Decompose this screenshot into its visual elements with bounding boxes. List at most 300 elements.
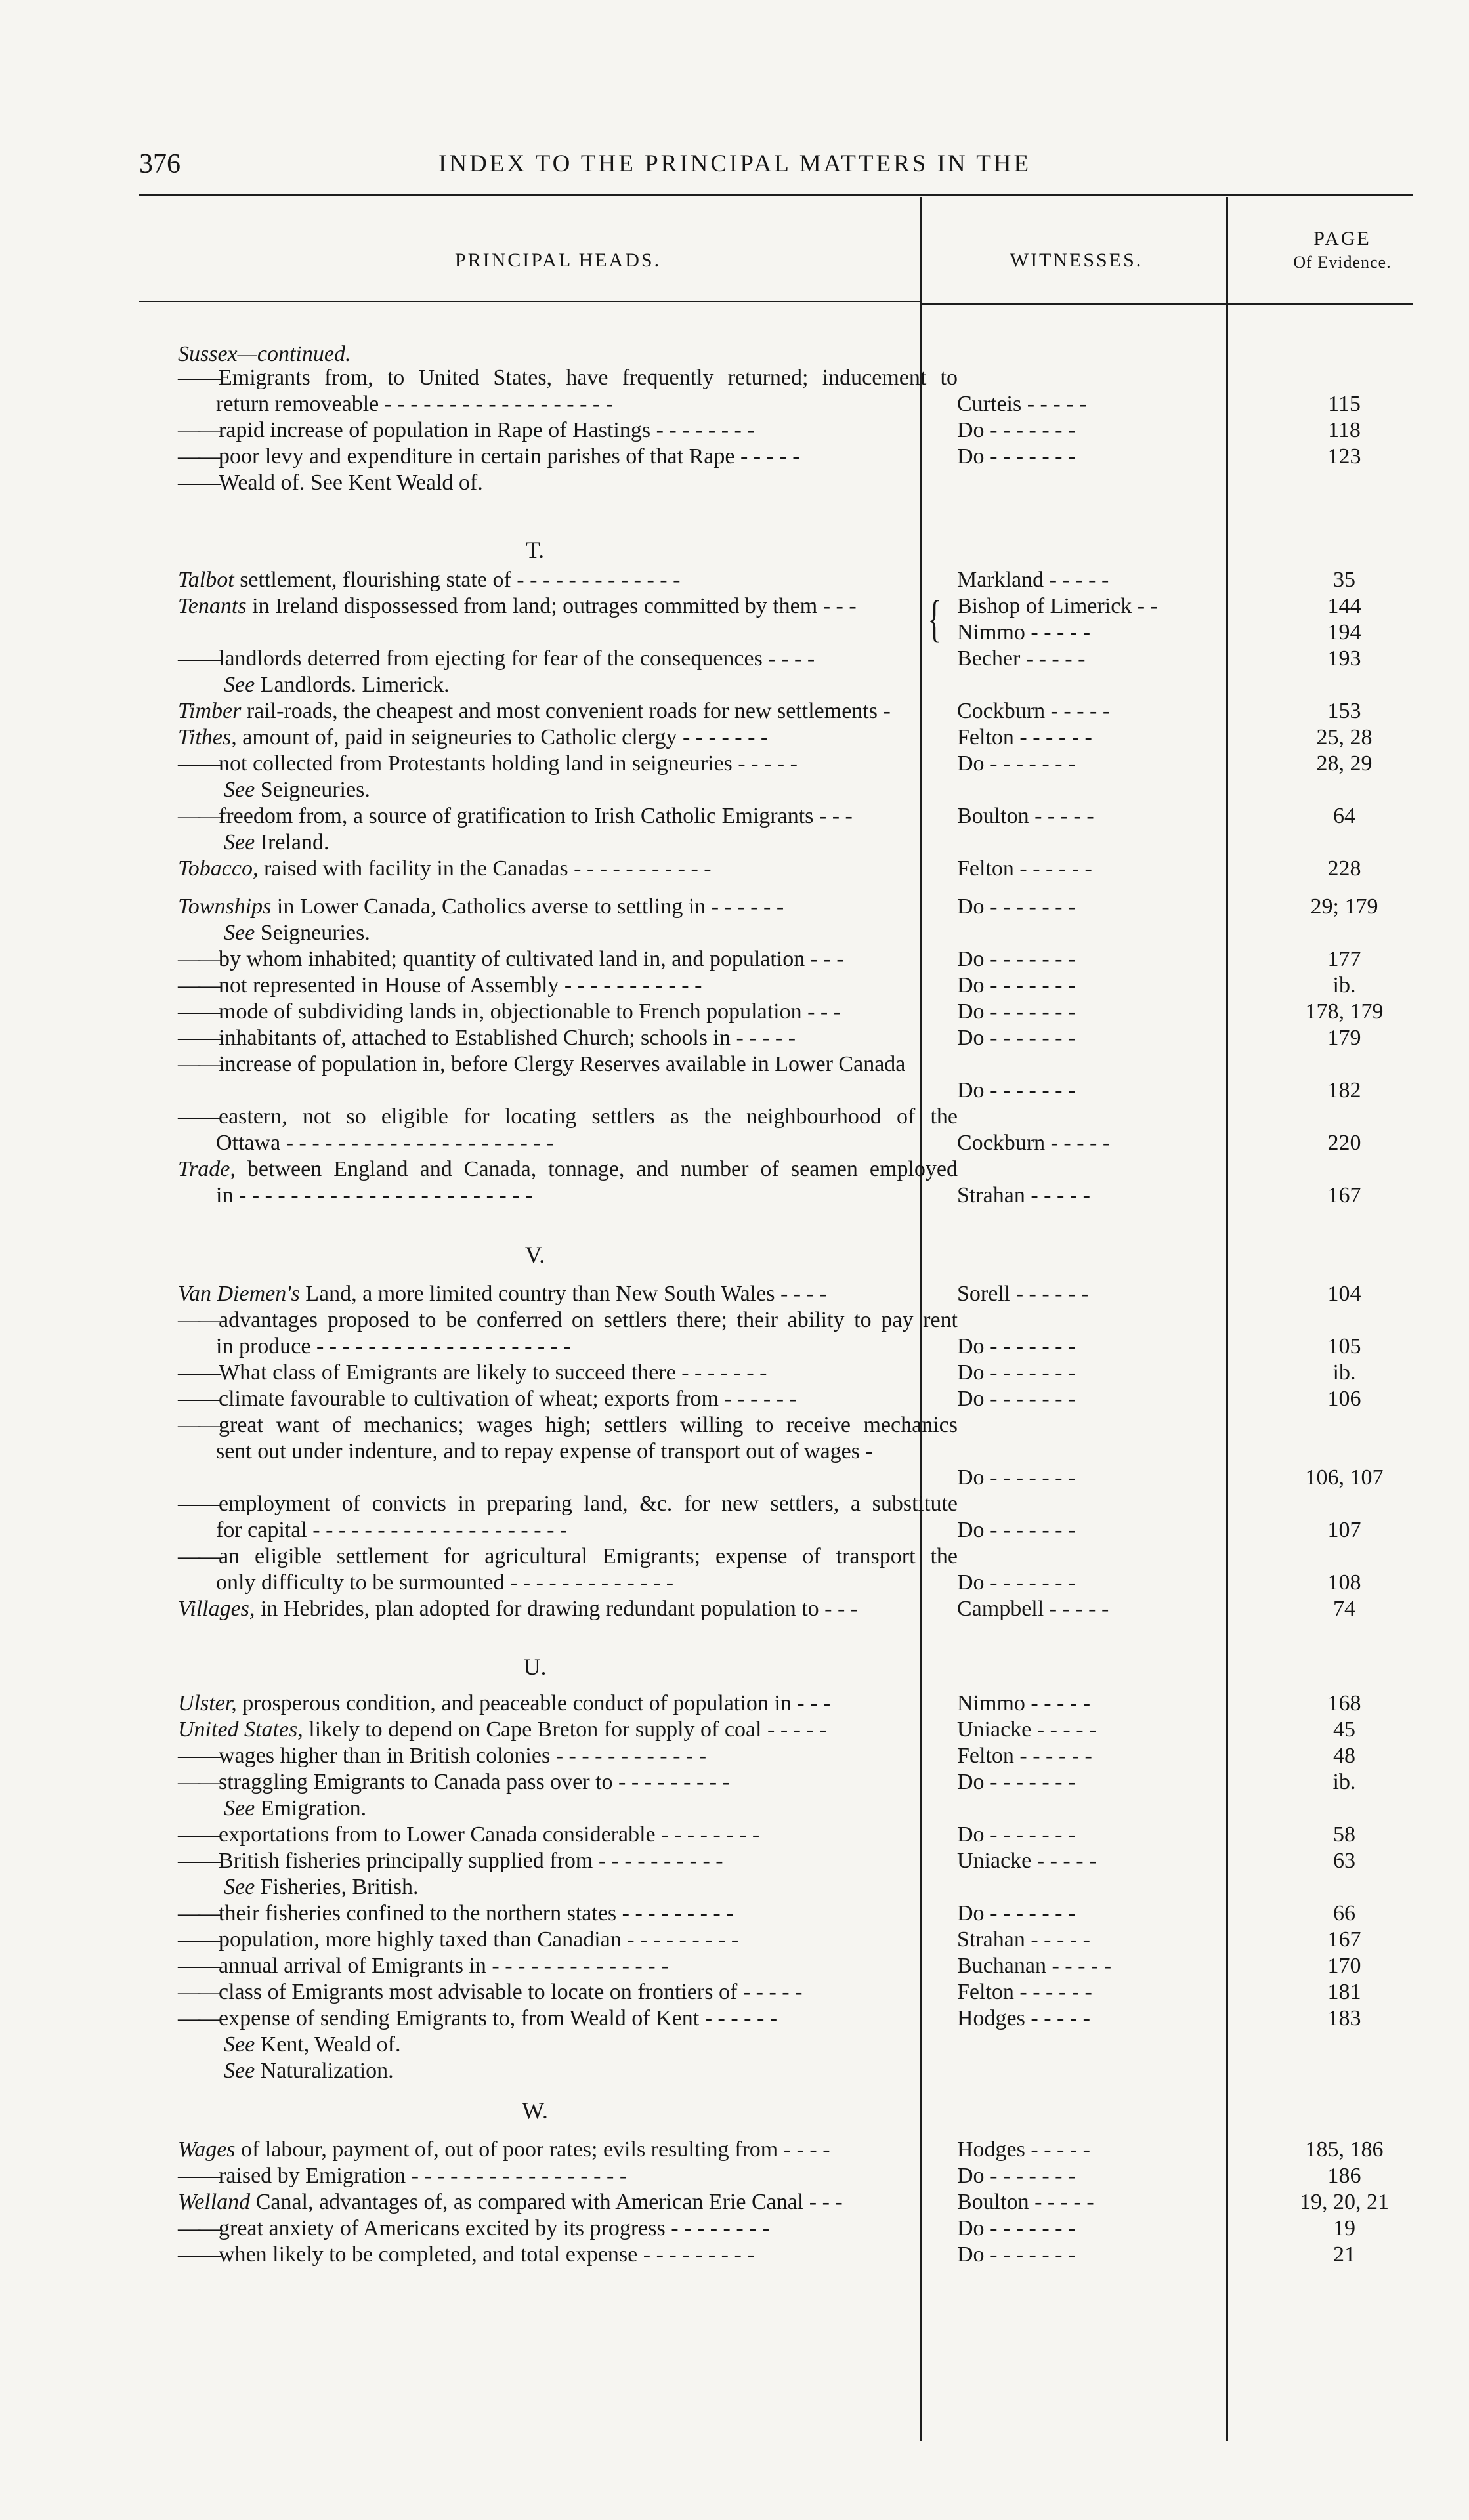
page-reference: 74 <box>1333 1597 1355 1621</box>
index-row-5 <box>0 470 1469 496</box>
witness-text: Do <box>957 1518 985 1542</box>
dotted-leader: - - - - - - - <box>984 999 1076 1024</box>
leader-dash <box>178 804 219 828</box>
continued-heading <box>178 341 920 368</box>
index-entry-text <box>178 567 958 593</box>
leader-dash <box>178 1544 219 1568</box>
dotted-leader: - - - - - - - <box>984 1518 1076 1542</box>
dotted-leader: - - - - - - - <box>984 1078 1076 1102</box>
entry-line: Ottawa - - - - - - - - - - - - - - - - - - - - - <box>216 1131 554 1155</box>
witness-name <box>957 1281 1233 1307</box>
entry-line: for capital - - - - - - - - - - - - - - - - - - - - <box>216 1518 568 1542</box>
dotted-leader: - - - - - <box>1044 1597 1109 1621</box>
dotted-leader: - - - - - <box>1021 392 1087 416</box>
dotted-leader: - - - - - <box>1044 568 1109 592</box>
witness-name <box>957 1130 1233 1156</box>
dotted-leader: - - - - - - - - <box>650 418 755 442</box>
entry-line: —— British fisheries principally supplied from - - - - - - - - - - <box>178 1849 723 1873</box>
index-entry-text <box>178 1307 958 1360</box>
witness-text: Boulton <box>957 2190 1029 2214</box>
entry-line: Tobacco, raised with facility in the Canadas - - - - - - - - - - - <box>178 856 712 881</box>
witness-name <box>957 1927 1233 1953</box>
witness-name <box>957 1979 1233 2006</box>
entry-line: —— exportations from to Lower Canada considerable - - - - - - - - <box>178 1822 759 1847</box>
entry-line: Wages of labour, payment of, out of poor rates; evils resulting from - - - - <box>178 2137 830 2162</box>
witness-name <box>957 1848 1233 1874</box>
page-reference: ib. <box>1332 973 1356 998</box>
index-entry-text <box>178 1491 958 1544</box>
page-reference: 106 <box>1327 1387 1361 1411</box>
section-letter: T. <box>525 537 545 563</box>
witness-name <box>957 1025 1233 1051</box>
witness-name <box>957 803 1233 830</box>
dotted-leader: - - - - - - - <box>984 1770 1076 1794</box>
dotted-leader: - - - - - <box>737 1980 803 2004</box>
dotted-leader: - - - - - - - - - - - - - - - - - - - - <box>307 1518 568 1542</box>
witness-name <box>957 894 1233 920</box>
witness-text: Do <box>957 973 985 998</box>
dotted-leader: - - - - - - - <box>984 894 1076 919</box>
dotted-leader: - - - - - - <box>699 2006 778 2030</box>
dotted-leader: - - - - - - - <box>984 1570 1076 1595</box>
page-reference: 177 <box>1327 947 1361 971</box>
index-entry-text <box>178 646 958 672</box>
entry-line: —— What class of Emigrants are likely to succeed there - - - - - - - <box>178 1360 767 1385</box>
page-reference: ib. <box>1332 1360 1356 1385</box>
see-text: See Naturalization. <box>224 2059 394 2083</box>
heading-page: PAGE <box>1313 228 1371 249</box>
dotted-leader: - - - - - <box>1025 1691 1091 1715</box>
witness-text: Strahan <box>957 1927 1025 1952</box>
entry-line: —— Weald of. See Kent Weald of. <box>178 471 483 495</box>
index-entry-text <box>178 1544 958 1596</box>
witness-name <box>957 2163 1233 2189</box>
index-row-9 <box>0 646 1469 672</box>
witness-text: Bishop of Limerick <box>957 594 1132 618</box>
dotted-leader: - <box>860 1439 873 1463</box>
page-reference: 58 <box>1333 1822 1355 1847</box>
entry-line: Villages, in Hebrides, plan adopted for drawing redundant population to - - - <box>178 1597 859 1621</box>
index-row-30 <box>0 1360 1469 1386</box>
dotted-leader: - - - - - <box>1025 620 1091 644</box>
page-reference: 104 <box>1327 1282 1361 1306</box>
index-entry-text <box>178 751 958 777</box>
index-entry-text <box>178 803 958 830</box>
leader-dash <box>178 2216 219 2240</box>
entry-line: return removeable - - - - - - - - - - - - - - - - - - <box>216 392 614 416</box>
index-keyword: Tithes, <box>178 725 237 749</box>
witness-name <box>957 1717 1233 1743</box>
index-entry-text <box>178 1025 958 1051</box>
index-row-45 <box>0 1900 1469 1927</box>
index-row-34 <box>0 1544 1469 1596</box>
witness-name <box>957 417 1233 444</box>
index-entry-text <box>178 1412 958 1465</box>
heading-witnesses: WITNESSES. <box>1010 249 1143 271</box>
index-row-49 <box>0 2006 1469 2032</box>
leader-dash <box>178 646 219 671</box>
entry-line: —— population, more highly taxed than Canadian - - - - - - - - - <box>178 1927 738 1952</box>
dotted-leader: - - - - - - - - - - <box>593 1849 723 1873</box>
witness-text: Felton <box>957 856 1014 881</box>
see-text: See Kent, Weald of. <box>224 2032 401 2057</box>
witness-text: Do <box>957 444 985 469</box>
witness-name <box>957 1183 1233 1209</box>
index-entry-text <box>178 698 958 724</box>
index-row-18 <box>0 894 1469 920</box>
index-keyword: Trade, <box>178 1157 236 1181</box>
index-keyword: Wages <box>178 2137 236 2162</box>
page-reference: 144 <box>1327 594 1361 618</box>
witness-name <box>957 973 1233 999</box>
witness-text: Strahan <box>957 1183 1025 1208</box>
dotted-leader: - - - - - - - <box>984 1465 1076 1490</box>
witness-name <box>957 2242 1233 2268</box>
index-entry-text <box>178 1051 958 1078</box>
index-entry-text <box>178 724 958 751</box>
entry-line: —— inhabitants of, attached to Established Church; schools in - - - - - <box>178 1026 796 1050</box>
witness-text: Nimmo <box>957 1691 1025 1715</box>
dotted-leader: - - - - - - - - <box>665 2216 770 2240</box>
dotted-leader: - - - - - - - <box>984 751 1076 776</box>
see-reference <box>178 920 966 946</box>
index-entry-text <box>178 1156 958 1209</box>
dotted-leader: - <box>878 699 891 723</box>
leader-dash <box>178 751 219 776</box>
leader-dash <box>178 366 219 390</box>
page-reference: 193 <box>1327 646 1361 671</box>
dotted-leader: - - - - - - - <box>984 444 1076 469</box>
witness-name <box>957 1822 1233 1848</box>
page-reference: 186 <box>1327 2164 1361 2188</box>
dotted-leader: - - - - - - - - <box>655 1822 760 1847</box>
entry-line: —— landlords deterred from ejecting for fear of the consequences - - - - <box>178 646 815 671</box>
leader-dash <box>178 471 219 495</box>
index-entry-text <box>178 2163 958 2189</box>
witness-name <box>957 724 1233 751</box>
index-row-7 <box>0 567 1469 593</box>
dotted-leader: - - - - - <box>732 751 798 776</box>
index-row-4 <box>0 444 1469 470</box>
leader-dash <box>178 1927 219 1952</box>
page-reference: ib. <box>1332 1770 1356 1794</box>
leader-dash <box>178 418 219 442</box>
index-entry-text <box>178 470 958 496</box>
page-reference: 35 <box>1333 568 1355 592</box>
witness-name <box>957 1743 1233 1769</box>
index-row-24 <box>0 1051 1469 1104</box>
witness-name <box>957 1596 1233 1622</box>
index-entry-text <box>178 1769 958 1796</box>
witness-text: Do <box>957 2164 985 2188</box>
see-text: See Fisheries, British. <box>224 1875 419 1899</box>
witness-name <box>957 620 1233 646</box>
page-reference: 153 <box>1327 699 1361 723</box>
dotted-leader: - - - - - - - <box>984 2242 1076 2267</box>
dotted-leader: - - <box>1132 594 1158 618</box>
entry-line: —— advantages proposed to be conferred on settlers there; their ability to pay rent <box>216 1307 958 1334</box>
index-keyword: Tenants <box>178 594 247 618</box>
leader-dash <box>178 947 219 971</box>
index-row-22 <box>0 999 1469 1025</box>
entry-line: in - - - - - - - - - - - - - - - - - - - - - - - <box>216 1183 533 1208</box>
index-entry-text <box>178 444 958 470</box>
leader-dash <box>178 1980 219 2004</box>
page-reference: 168 <box>1327 1691 1361 1715</box>
dotted-leader: - - - - - <box>1025 1183 1090 1208</box>
index-entry-text <box>178 1690 958 1717</box>
index-row-46 <box>0 1927 1469 1953</box>
page-reference: 194 <box>1327 620 1361 644</box>
witness-text: Cockburn <box>957 1131 1046 1155</box>
index-entry-text <box>178 894 958 920</box>
entry-line: Tenants in Ireland dispossessed from land; outrages committed by them - - - <box>178 594 857 618</box>
witness-name <box>957 646 1233 672</box>
witness-text: Becher <box>957 646 1021 671</box>
leader-dash <box>178 1901 219 1925</box>
index-row-2 <box>0 365 1469 417</box>
index-entry-text <box>178 1743 958 1769</box>
dotted-leader: - - - - - - <box>1013 725 1092 749</box>
index-row-23 <box>0 1025 1469 1051</box>
entry-line: —— by whom inhabited; quantity of cultivated land in, and population - - - <box>178 947 844 971</box>
page-reference: 28, 29 <box>1316 751 1373 776</box>
section-letter: W. <box>522 2097 548 2124</box>
dotted-leader: - - - - - - - <box>675 1360 767 1385</box>
witness-name <box>957 2216 1233 2242</box>
entry-line: —— their fisheries confined to the northern states - - - - - - - - - <box>178 1901 734 1925</box>
leader-dash <box>178 973 219 998</box>
see-text: See Seigneuries. <box>224 778 370 802</box>
dotted-leader: - - - - - - - - - - - - - - <box>486 1954 669 1978</box>
index-row-32 <box>0 1412 1469 1491</box>
witness-text: Felton <box>957 1980 1014 2004</box>
page-reference: 181 <box>1327 1980 1361 2004</box>
index-entry-text <box>178 1900 958 1927</box>
page-reference: 182 <box>1327 1078 1361 1102</box>
leader-dash <box>178 1413 219 1437</box>
dotted-leader: - - - - - <box>734 444 800 469</box>
entry-line: sent out under indenture, and to repay expense of transport out of wages - <box>216 1439 873 1463</box>
witness-text: Do <box>957 1360 985 1385</box>
entry-line: Timber rail-roads, the cheapest and most convenient roads for new settlements - <box>178 699 891 723</box>
see-text: See Landlords. Limerick. <box>224 673 450 697</box>
index-entry-text <box>178 417 958 444</box>
index-row-21 <box>0 973 1469 999</box>
witness-name <box>957 856 1233 882</box>
dotted-leader: - - - - - <box>1031 1717 1097 1742</box>
page-reference: 105 <box>1327 1334 1361 1358</box>
index-entry-text <box>178 946 958 973</box>
see-reference <box>178 777 966 803</box>
entry-line: Talbot settlement, flourishing state of - - - - - - - - - - - - - <box>178 568 681 592</box>
index-row-12 <box>0 724 1469 751</box>
entry-line: —— expense of sending Emigrants to, from Weald of Kent - - - - - - <box>178 2006 777 2030</box>
index-keyword: United States, <box>178 1717 303 1742</box>
leader-dash <box>178 999 219 1024</box>
entry-line: —— employment of convicts in preparing land, &c. for new settlers, a substitute <box>216 1491 958 1517</box>
dotted-leader: - - - - - - - - - - - - - - - - - - - - <box>310 1334 571 1358</box>
dotted-leader: - - - - - - - <box>984 2216 1076 2240</box>
leader-dash <box>178 1026 219 1050</box>
dotted-leader: - - - - - <box>1045 1131 1111 1155</box>
dotted-leader: - - - <box>817 594 857 618</box>
heading-of-evidence: Of Evidence. <box>1293 253 1392 272</box>
dotted-leader: - - - - - <box>1029 804 1094 828</box>
index-row-31 <box>0 1386 1469 1412</box>
index-row-39 <box>0 1743 1469 1769</box>
witness-text: Hodges <box>957 2006 1025 2030</box>
witness-text: Felton <box>957 1744 1014 1768</box>
dotted-leader: - - - - - - - <box>984 1334 1076 1358</box>
witness-text: Sorell <box>957 1282 1011 1306</box>
dotted-leader: - - - - - - - - - - - <box>559 973 702 998</box>
page-reference: 220 <box>1327 1131 1361 1155</box>
page-reference: 19 <box>1333 2216 1355 2240</box>
witness-text: Do <box>957 1822 985 1847</box>
witness-text: Do <box>957 1334 985 1358</box>
dotted-leader: - - - - - - - <box>984 1360 1076 1385</box>
index-row-13 <box>0 751 1469 777</box>
entry-line: —— not represented in House of Assembly - - - - - - - - - - - <box>178 973 702 998</box>
witness-name <box>957 1769 1233 1796</box>
dotted-leader: - - - - - <box>1025 2137 1091 2162</box>
witness-name <box>957 1953 1233 1979</box>
page-reference: 21 <box>1333 2242 1355 2267</box>
dotted-leader: - - - - <box>778 2137 830 2162</box>
page-reference: 115 <box>1328 392 1361 416</box>
dotted-leader: - - - - - - - - - - - - - - - - - - - - - - - <box>233 1183 533 1208</box>
witness-name <box>957 1900 1233 1927</box>
leader-dash <box>178 1849 219 1873</box>
dotted-leader: - - - - - - <box>1013 856 1092 881</box>
witness-text: Do <box>957 1570 985 1595</box>
dotted-leader: - - - - - <box>1020 646 1086 671</box>
witness-text: Do <box>957 1026 985 1050</box>
dotted-leader: - - - - - - - <box>984 1026 1076 1050</box>
see-reference <box>178 1796 966 1822</box>
dotted-leader: - - - - - - - - - <box>616 1901 734 1925</box>
leader-dash <box>178 2242 219 2267</box>
witness-name <box>957 1360 1233 1386</box>
index-entry-text <box>178 365 958 417</box>
see-reference <box>178 830 966 856</box>
page-reference: 19, 20, 21 <box>1300 2190 1389 2214</box>
witness-name <box>957 391 1233 417</box>
entry-line: —— poor levy and expenditure in certain parishes of that Rape - - - - - <box>178 444 800 469</box>
index-row-47 <box>0 1953 1469 1979</box>
leader-dash <box>178 444 219 469</box>
see-text: See Emigration. <box>224 1796 367 1820</box>
witness-text: Cockburn <box>957 699 1046 723</box>
witness-text: Buchanan <box>957 1954 1046 1978</box>
entry-line: Townships in Lower Canada, Catholics averse to settling in - - - - - - <box>178 894 784 919</box>
witness-text: Campbell <box>957 1597 1044 1621</box>
entry-line: —— rapid increase of population in Rape of Hastings - - - - - - - - <box>178 418 755 442</box>
index-entry-text <box>178 1596 958 1622</box>
index-entry-text <box>178 2242 958 2268</box>
dotted-leader: - - - - - <box>1031 1849 1097 1873</box>
index-keyword: Ulster, <box>178 1691 237 1715</box>
see-reference <box>178 2058 966 2084</box>
witness-name <box>957 593 1233 620</box>
entry-line: —— eastern, not so eligible for locating settlers as the neighbourhood of the <box>216 1104 958 1130</box>
witness-text: Do <box>957 947 985 971</box>
page-reference: 167 <box>1327 1183 1361 1208</box>
dotted-leader: - - - - - - - - - - - - <box>550 1744 707 1768</box>
witness-name <box>957 2137 1233 2163</box>
dotted-leader: - - - - - - - - - - - <box>568 856 712 881</box>
see-reference <box>178 672 966 698</box>
index-entry-text <box>178 856 958 882</box>
dotted-leader: - - - - - <box>1025 1927 1090 1952</box>
witness-name <box>957 2189 1233 2216</box>
entry-line: Trade, between England and Canada, tonnage, and number of seamen employed <box>178 1157 958 1181</box>
leader-dash <box>178 1308 219 1332</box>
dotted-leader: - - - <box>819 1597 859 1621</box>
index-row-17 <box>0 856 1469 882</box>
entry-line: —— great anxiety of Americans excited by its progress - - - - - - - - <box>178 2216 769 2240</box>
leader-dash <box>178 1360 219 1385</box>
entry-line: —— climate favourable to cultivation of wheat; exports from - - - - - - <box>178 1387 797 1411</box>
witness-name <box>957 999 1233 1025</box>
entry-line: —— straggling Emigrants to Canada pass over to - - - - - - - - - <box>178 1770 730 1794</box>
dotted-leader: - - - - - <box>730 1026 796 1050</box>
index-keyword: Timber <box>178 699 242 723</box>
index-entry-text <box>178 973 958 999</box>
section-letter: V. <box>524 1242 545 1268</box>
index-entry-text <box>178 1822 958 1848</box>
page-reference: 179 <box>1327 1026 1361 1050</box>
dotted-leader: - - - - - - - - - - - - - <box>511 568 681 592</box>
index-keyword: Villages, <box>178 1597 255 1621</box>
entry-line: —— increase of population in, before Clergy Reserves available in Lower Canada <box>178 1052 905 1076</box>
index-entry-text <box>178 1386 958 1412</box>
entry-line: —— class of Emigrants most advisable to locate on frontiers of - - - - - <box>178 1980 802 2004</box>
index-entry-text <box>178 2006 958 2032</box>
dotted-leader: - - - <box>803 2190 843 2214</box>
page-reference: 185, 186 <box>1305 2137 1384 2162</box>
dotted-leader: - - - - - - <box>718 1387 797 1411</box>
dotted-leader: - - - - - - - <box>984 1387 1076 1411</box>
entry-line: —— freedom from, a source of gratification to Irish Catholic Emigrants - - - <box>178 804 853 828</box>
index-entry-text <box>178 1360 958 1386</box>
page-reference: 45 <box>1333 1717 1355 1742</box>
dotted-leader: - - - - - - - <box>984 418 1076 442</box>
page-reference: 170 <box>1327 1954 1361 1978</box>
see-text: See Ireland. <box>224 830 330 854</box>
witness-text: Uniacke <box>957 1717 1032 1742</box>
leader-dash <box>178 1954 219 1978</box>
entry-line: in produce - - - - - - - - - - - - - - - - - - - - <box>216 1334 571 1358</box>
entry-line: —— annual arrival of Emigrants in - - - - - - - - - - - - - - <box>178 1954 668 1978</box>
see-text: See Seigneuries. <box>224 921 370 945</box>
dotted-leader: - - - - - - - - - <box>621 1927 739 1952</box>
index-row-20 <box>0 946 1469 973</box>
dotted-leader: - - - - - - - - - - - - - <box>504 1570 674 1595</box>
page-reference: 123 <box>1327 444 1361 469</box>
witness-text: Markland <box>957 568 1044 592</box>
dotted-leader: - - - - - - - <box>677 725 769 749</box>
entry-line: Van Diemen's Land, a more limited country than New South Wales - - - - <box>178 1282 827 1306</box>
witness-text: Do <box>957 1901 985 1925</box>
witness-text: Do <box>957 894 985 919</box>
dotted-leader: - - - - - <box>1025 2006 1091 2030</box>
witness-text: Do <box>957 2242 985 2267</box>
index-keyword: Tobacco, <box>178 856 259 881</box>
leader-dash <box>178 1052 219 1076</box>
witness-name <box>957 1570 1233 1596</box>
